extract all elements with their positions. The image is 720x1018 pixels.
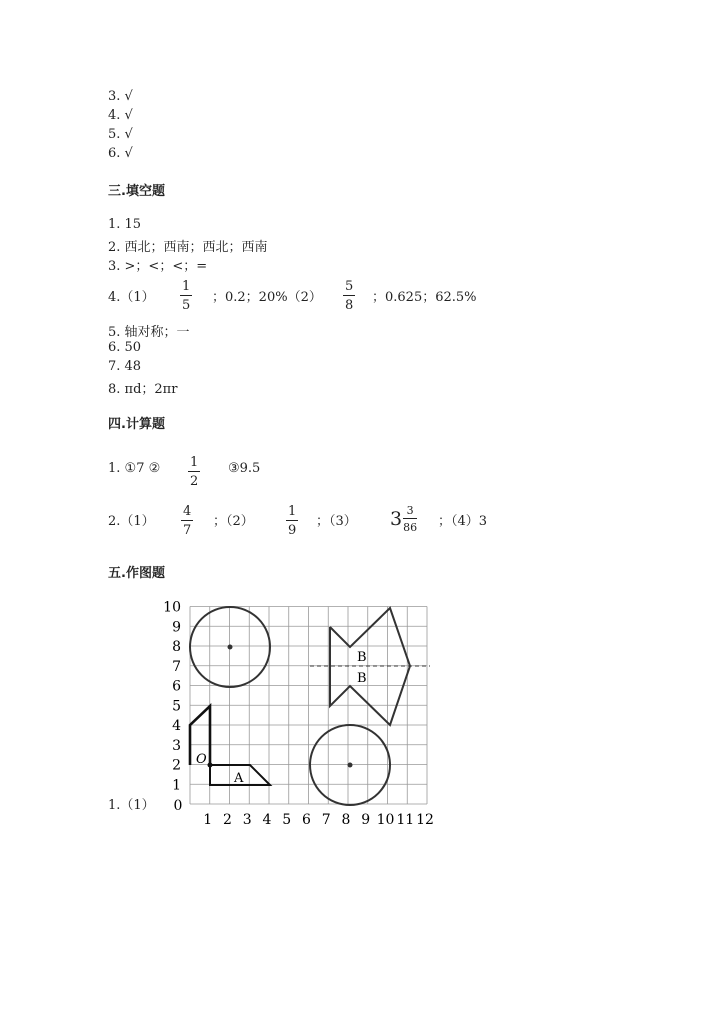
fraction-numerator: 1 [190,455,199,470]
x-tick-label: 2 [223,812,232,828]
answer-prefix: 1. ①7 ② [108,461,161,476]
answer-prefix: 4.（1） [108,290,155,305]
answer-line: 4. √ [108,108,133,123]
x-tick-label: 5 [282,812,292,828]
fraction-numerator: 1 [182,279,191,294]
fraction-numerator: 5 [345,279,354,294]
answer-line: 8. πd；2πr [108,382,178,397]
x-tick-label: 10 [376,812,395,828]
y-tick-label: 4 [172,718,181,734]
x-tick-labels [174,798,434,828]
fraction-denominator: 2 [190,474,199,489]
mixed-number [390,505,417,533]
shape-label-b: B [357,671,367,686]
fraction [403,505,417,533]
y-tick-label: 1 [172,777,181,794]
fraction-denominator: 86 [403,521,418,534]
fraction-numerator: 1 [288,504,297,519]
answer-line: 5. √ [108,127,133,142]
section-heading: 三.填空题 [108,184,165,199]
fraction [188,456,200,488]
fraction [181,505,193,537]
answer-text: ③9.5 [228,461,261,476]
x-tick-label: 0 [173,798,183,814]
mixed-whole: 3 [390,508,403,530]
y-tick-label: 2 [172,757,181,774]
answer-line: 3. >；<；<；= [108,259,208,274]
y-tick-label: 8 [172,639,181,655]
answer-line: 6. 50 [108,340,142,355]
answer-text: ；（2） [213,514,254,529]
shape-label-a: A [234,771,244,786]
x-tick-label: 6 [302,812,311,828]
fraction [286,505,298,537]
y-tick-label: 7 [172,658,181,675]
answer-line: 3. √ [108,89,133,104]
section-heading: 四.计算题 [108,417,165,432]
answer-prefix: 1.（1） [108,798,155,813]
y-tick-label: 10 [163,599,181,616]
answer-text: ；（3） [316,514,357,529]
answer-text: ；0.2；20%（2） [212,290,322,305]
fraction [343,280,355,312]
y-tick-label: 9 [172,619,181,636]
answer-text: ；0.625；62.5% [372,290,477,305]
fraction-numerator: 4 [183,504,192,519]
x-tick-label: 9 [361,812,371,828]
y-tick-label: 5 [172,698,181,715]
point-o [208,763,213,768]
fraction-denominator: 5 [182,298,191,313]
answer-line: 6. √ [108,146,133,161]
x-tick-label: 7 [321,812,331,828]
x-tick-label: 8 [341,812,351,828]
fraction-denominator: 7 [183,523,192,538]
grid-lines [190,607,427,805]
answer-line: 2. 西北；西南；西北；西南 [108,240,268,255]
x-tick-label: 11 [396,812,415,828]
fraction-denominator: 8 [345,298,354,313]
x-tick-label: 1 [203,812,213,828]
answer-prefix: 2.（1） [108,514,155,529]
y-tick-label: 6 [172,678,181,695]
answer-line: 5. 轴对称；一 [108,325,190,340]
x-tick-label: 4 [262,812,272,828]
grid-figure [160,598,434,828]
point-o-label: O [196,752,207,767]
circle-center-dot [348,763,353,768]
fraction [180,280,192,312]
answer-line: 1. 15 [108,217,142,232]
x-tick-label: 3 [242,812,252,828]
answer-line: 7. 48 [108,359,142,374]
x-tick-label: 12 [416,812,434,828]
fraction-numerator: 3 [406,504,414,517]
fraction-denominator: 9 [288,523,297,538]
answer-text: ；（4）3 [438,514,488,529]
y-tick-label: 3 [172,737,181,754]
y-tick-labels [163,600,181,794]
shape-label-b: B [357,650,367,665]
circle-center-dot [228,645,233,650]
section-heading: 五.作图题 [108,566,165,581]
